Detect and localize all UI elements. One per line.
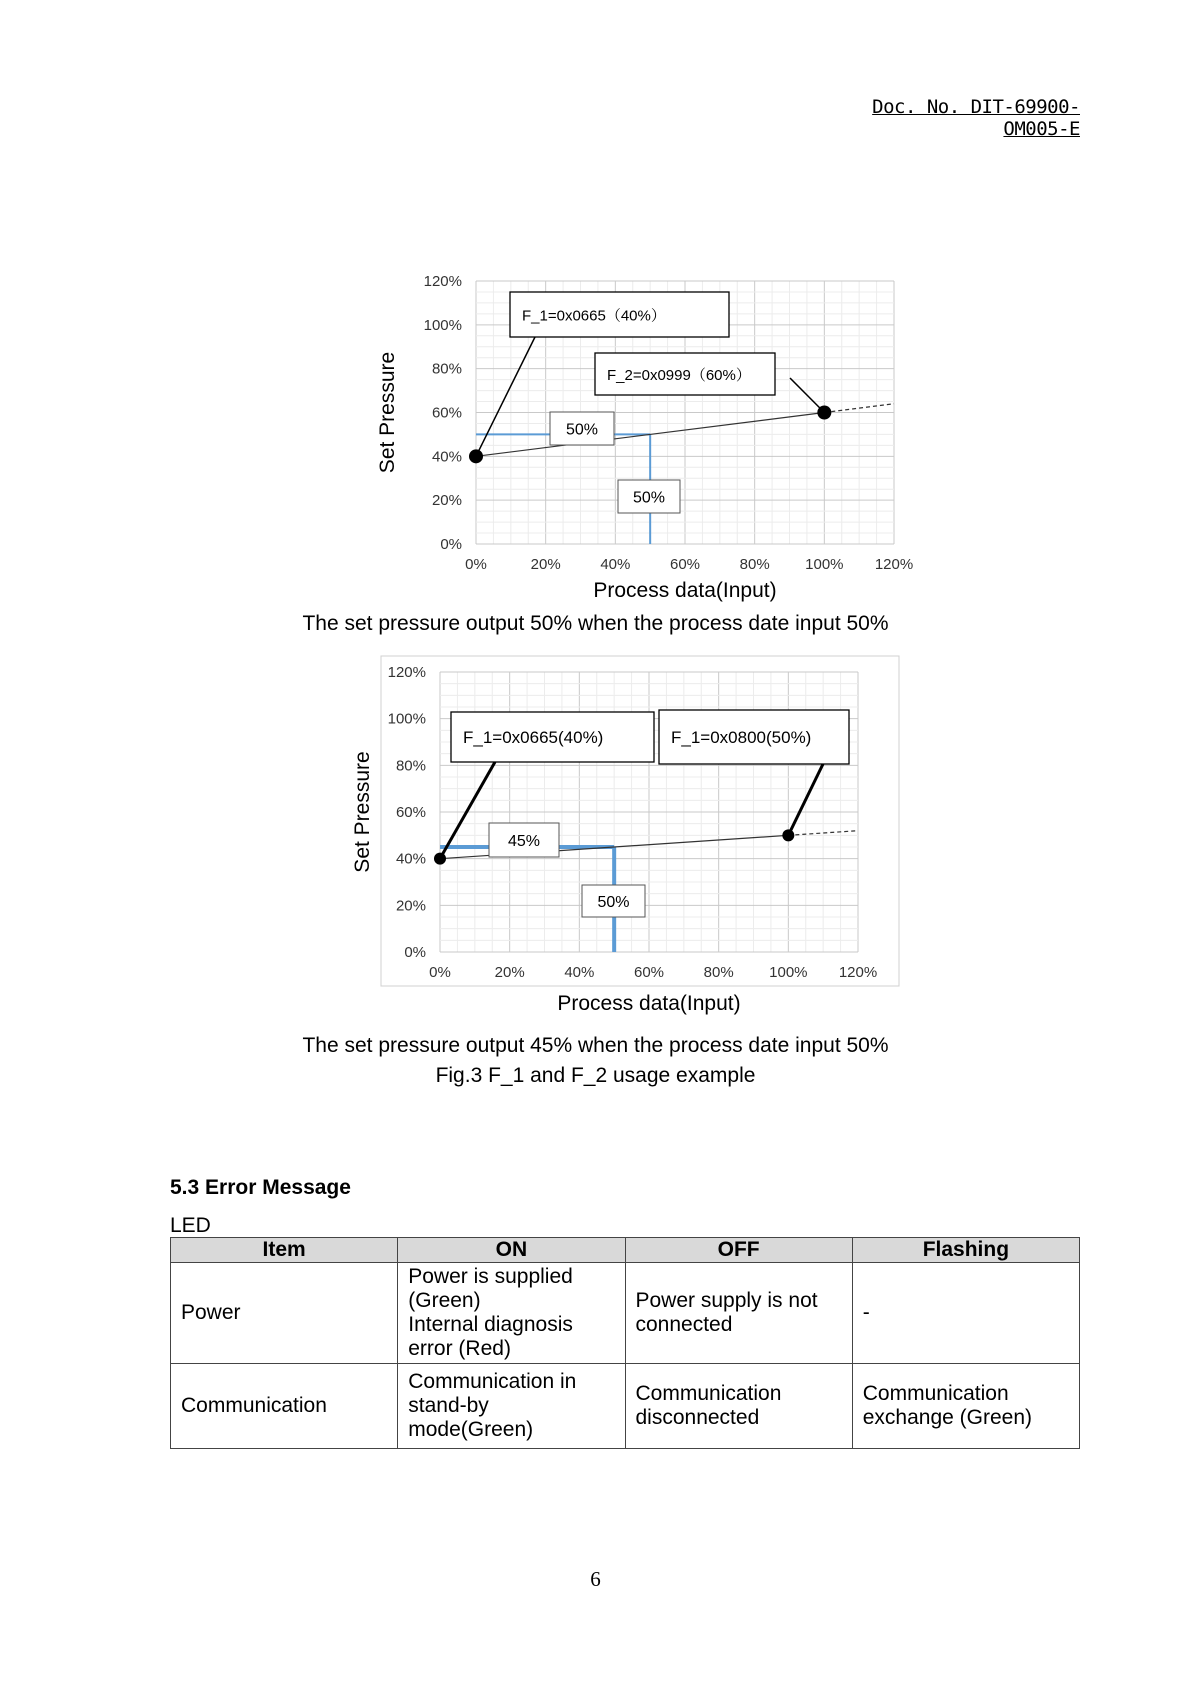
- document-number: Doc. No. DIT-69900-OM005-E: [872, 96, 1080, 140]
- cell-item: Power: [171, 1263, 398, 1364]
- led-table: [170, 1237, 1080, 1449]
- x-tick-label: 0%: [429, 964, 451, 981]
- y-tick-label: 80%: [431, 360, 462, 378]
- x-tick-label: 60%: [669, 556, 701, 573]
- y-tick-label: 40%: [395, 850, 426, 868]
- y-tick-label: 40%: [431, 448, 462, 466]
- x-tick-label: 0%: [465, 556, 487, 573]
- x-tick-label: 40%: [564, 964, 595, 981]
- callout-label: F_1=0x0665(40%): [463, 728, 604, 747]
- table-header-row: [171, 1238, 1080, 1263]
- cell-off: Power supply is not connected: [625, 1263, 852, 1364]
- x-tick-label: 80%: [739, 556, 770, 573]
- x-tick-label: 80%: [703, 964, 734, 981]
- chart-1-caption: The set pressure output 50% when the process date input 50%: [302, 612, 889, 635]
- y-tick-label: 120%: [423, 273, 462, 290]
- callout-label: F_1=0x0800(50%): [671, 728, 812, 747]
- x-value-label: 50%: [632, 489, 666, 507]
- cell-item: Communication: [171, 1364, 398, 1449]
- cell-off: Communication disconnected: [625, 1364, 852, 1449]
- y-value-label: 45%: [507, 833, 541, 850]
- x-tick-label: 100%: [769, 964, 808, 981]
- y-tick-label: 60%: [431, 404, 462, 422]
- y-tick-label: 0%: [440, 536, 462, 553]
- data-point: [817, 406, 831, 420]
- y-tick-label: 20%: [395, 897, 426, 915]
- y-tick-label: 0%: [404, 944, 426, 961]
- y-tick-label: 100%: [387, 710, 426, 728]
- led-label: LED: [170, 1214, 211, 1237]
- cell-on: Communication in stand-by mode(Green): [398, 1364, 625, 1449]
- y-axis-label: Set Pressure: [376, 351, 399, 474]
- x-value-label: 50%: [597, 894, 630, 911]
- table-row: [171, 1263, 1080, 1364]
- chart-1: [370, 270, 970, 602]
- callout-leader-line: [476, 337, 535, 456]
- section-title: 5.3 Error Message: [170, 1176, 351, 1199]
- x-tick-label: 20%: [494, 964, 525, 981]
- chart-2-caption: The set pressure output 45% when the process date input 50%: [302, 1034, 889, 1057]
- chart-frame: [381, 656, 899, 986]
- y-tick-label: 100%: [423, 316, 462, 334]
- callout-label: F_2=0x0999（60%）: [607, 367, 751, 384]
- x-tick-label: 120%: [838, 964, 878, 981]
- page-number: 6: [590, 1567, 601, 1591]
- table-row: [171, 1364, 1080, 1449]
- x-tick-label: 20%: [530, 556, 561, 573]
- header-on: ON: [398, 1238, 625, 1263]
- data-point: [469, 449, 483, 463]
- y-tick-label: 80%: [395, 757, 426, 775]
- x-axis-label: Process data(Input): [557, 992, 741, 1015]
- x-tick-label: 120%: [874, 556, 914, 573]
- x-tick-label: 40%: [600, 556, 631, 573]
- cell-flashing: -: [852, 1263, 1079, 1364]
- data-point: [782, 829, 794, 841]
- chart-2: [345, 656, 925, 1026]
- y-tick-label: 120%: [387, 664, 426, 681]
- y-value-label: 50%: [565, 421, 599, 439]
- y-tick-label: 20%: [431, 492, 462, 510]
- y-tick-label: 60%: [395, 804, 426, 821]
- header-flashing: Flashing: [852, 1238, 1079, 1263]
- cell-on: Power is supplied (Green) Internal diagnosis error (Red): [398, 1263, 625, 1364]
- figure-caption: Fig.3 F_1 and F_2 usage example: [435, 1064, 756, 1087]
- header-item: Item: [171, 1238, 398, 1263]
- y-axis-label: Set Pressure: [351, 751, 374, 873]
- x-tick-label: 60%: [633, 964, 665, 981]
- header-off: OFF: [625, 1238, 852, 1263]
- x-tick-label: 100%: [805, 556, 844, 573]
- data-point: [434, 853, 446, 865]
- cell-flashing: Communication exchange (Green): [852, 1364, 1079, 1449]
- x-axis-label: Process data(Input): [593, 579, 777, 602]
- callout-label: F_1=0x0665（40%）: [522, 307, 666, 325]
